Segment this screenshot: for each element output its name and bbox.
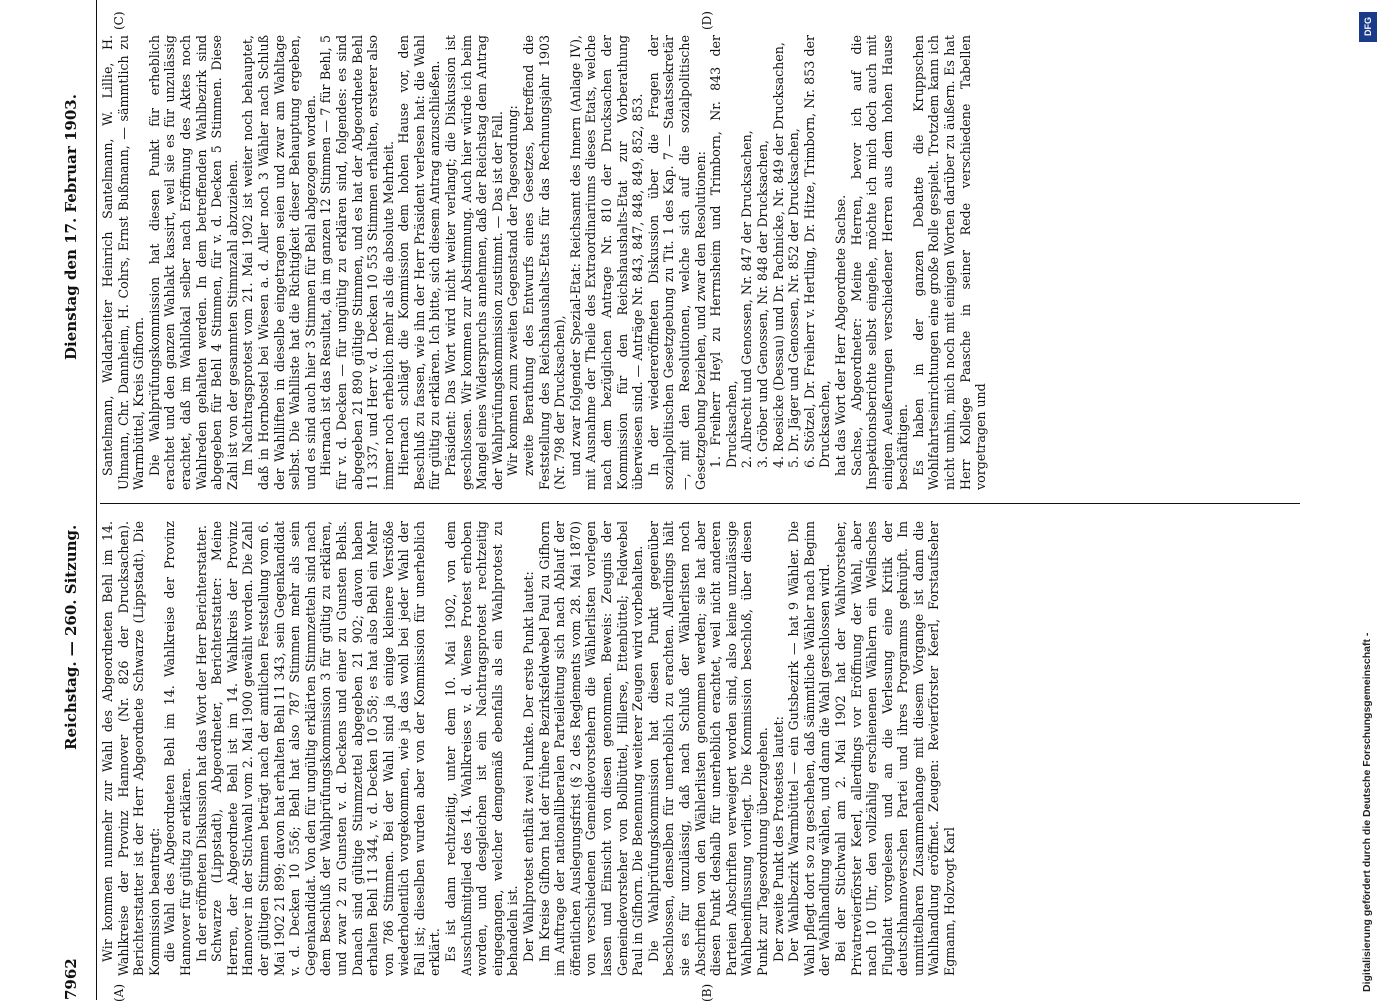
right-column-paragraph: hat das Wort der Herr Abgeordnete Sachse. bbox=[832, 194, 848, 476]
watermark-text: Digitalisierung gefördert durch die Deutsche Forschungsgemeinschaft - bbox=[1361, 632, 1373, 992]
right-column-paragraph: 2. Albrecht und Genossen, Nr. 847 der Drucksachen, bbox=[739, 130, 755, 468]
margin-letter-d: (D) bbox=[700, 11, 714, 30]
right-column-paragraph: Santelmann, Waldarbeiter Heinrich Santelmann, W. Lillie, H. Uhmann, Chr. Dannheim, H. Cohrs, Ernst Bußmann, — sämmtlich zu Warmbüttel, Kreis Gifhorn. bbox=[100, 35, 147, 490]
left-column bbox=[100, 521, 1300, 976]
header-left-title: Reichstag. — 260. Sitzung. bbox=[62, 524, 80, 750]
dfg-watermark bbox=[1356, 8, 1382, 992]
right-column-paragraph: Im Nachtragsprotest vom 21. Mai 1902 ist weiter noch behauptet, daß in Hornbostel bei Wiesen a. d. Aller noch 3 Wähler nach Schluß der Wahlliften in dieselbe eingetragen seien und zwar am Wahltage selbst. Die Wahlliste hat die Richtigkeit dieser Behauptung ergeben, und es sind auch hier 3 Stimmen für Behl abgezogen worden. bbox=[240, 35, 318, 490]
left-column-paragraph: Der Wahlbezirk Warmbüttel — ein Gutsbezirk — hat 9 Wähler. Die Wahl pflegt dort so zu geschehen, daß sämmtliche Wähler nach Beginn der Wahlhandlung wählen, und dann die Wahl geschlossen wird. bbox=[786, 521, 833, 976]
right-column-paragraph: In der wiedereröffneten Diskussion über die Fragen der sozialpolitischen Gesetzgebung zu Tit. 1 des Kap. 7 — Staatssekretär —, mit den Resolutionen, welche sich auf die sozialpolitische Gesetzgebung beziehen, und zwar den Resolutionen: bbox=[645, 35, 708, 490]
right-column-paragraph: 3. Gröber und Genossen, Nr. 848 der Drucksachen, bbox=[754, 139, 770, 468]
left-column-paragraph: Bei der Stichwahl am 2. Mai 1902 hat der Wahlvorsteher, Privatrevierförster Keerl, allerdings vor Eröffnung der Wahl, aber nach 10 Uhr, den vollzählig erschienenen Wählern ein Welfisches Flugblatt vorgelesen und an die Verlesung eine Kritik der deutschhannoverschen Partei und ihres Programms geknüpft. Im unmittelbaren Zusammenhange mit diesem Vorgange ist dann die Wahlhandlung eröffnet. Zeugen: Revierförster Keerl, Forstaufseher Egmann, Holzvogt Karl bbox=[832, 521, 958, 976]
left-column-paragraph: Der Wahlprotest enthält zwei Punkte. Der erste Punkt lautet: bbox=[521, 571, 537, 962]
dfg-logo-icon: DFG bbox=[1359, 12, 1377, 42]
margin-letter-b: (B) bbox=[700, 983, 714, 1002]
right-column-paragraph: 5. Dr. Jäger und Genossen, Nr. 852 der Drucksachen, bbox=[786, 128, 802, 468]
right-column-paragraph: Wir kommen zum zweiten Gegenstand der Tagesordnung: bbox=[505, 105, 521, 476]
left-column-paragraph: In der eröffneten Diskussion hat das Wort der Herr Berichterstatter. bbox=[193, 525, 209, 962]
right-column-paragraph: und zwar folgender Spezial-Etat: Reichsamt des Innern (Anlage IV), mit Ausnahme der Theile des Extraordinariums dieses Etats, welche nach dem bezüglichen Antrage Nr. 810 der Drucksachen der Kommission für den Reichshaushalts-Etat zur Vorberathung überwiesen sind. — Anträge Nr. 843, 847, 848, 849, 852, 853. bbox=[567, 35, 646, 490]
margin-letter-a: (A) bbox=[112, 983, 126, 1002]
column-divider bbox=[100, 503, 1300, 504]
margin-letter-c: (C) bbox=[112, 11, 126, 30]
right-column-paragraph: Hiernach schlägt die Kommission dem hohen Hause vor, den Beschluß zu fassen, wie ihn der Herr Präsident verlesen hat: die Wahl für gültig zu erklären. Ich bitte, sich diesem Antrag anzuschließen. bbox=[396, 35, 443, 490]
right-column bbox=[100, 35, 1300, 490]
left-column-paragraph: Schwarze (Lippstadt), Abgeordneter, Berichterstatter: Meine Herren, der Abgeordnete Behl ist im 14. Wahlkreis der Provinz Hannover in der Stichwahl vom 2. Mai 1900 gewählt worden. Die Zahl der gültigen Stimmen beträgt nach der amtlichen Feststellung vom 6. Mai 1902 21 899; davon hat erhalten Behl 11 343, sein Gegenkandidat v. d. Decken 10 556; Behl hat also 787 Stimmen mehr als sein Gegenkandidat. Von den für ungültig erklärten Stimmzetteln sind nach dem Beschluß der Wahlprüfungskommission 3 für gültig zu erklären, und zwar 2 zu Gunsten v. d. Deckens und einer zu Gunsten Behls. Danach sind gültige Stimmzettel abgegeben 21 902; davon haben erhalten Behl 11 344, v. d. Decken 10 558; es hat also Behl ein Mehr von 786 Stimmen. Bei der Wahl sind ja einige kleinere Verstöße wiederholentlich vorgekommen, wie ja das wohl bei jeder Wahl der Fall ist; dieselben wurden aber von der Kommission für unerheblich erklärt. bbox=[209, 521, 443, 976]
left-column-paragraph: Wir kommen nunmehr zur Wahl des Abgeordneten Behl im 14. Wahlkreise der Provinz Hannover (Nr. 826 der Drucksachen). Berichterstatter ist der Herr Abgeordnete Schwarze (Lippstadt). Die Kommission beantragt: bbox=[100, 521, 162, 976]
right-column-paragraph: Sachse, Abgeordneter: Meine Herren, bevor ich auf die Inspektionsberichte selbst eingehe, möchte ich mich doch auch mit einigen Aeußerungen verschiedener Herren aus dem hohen Hause beschäftigen. bbox=[848, 35, 911, 490]
right-column-paragraph: 6. Stötzel, Dr. Freiherr v. Hertling, Dr. Hitze, Trimborn, Nr. 853 der Drucksachen, bbox=[801, 35, 833, 468]
left-column-paragraph: die Wahl des Abgeordneten Behl im 14. Wahlkreise der Provinz Hannover für gültig zu erklären. bbox=[162, 521, 193, 976]
right-column-paragraph: Hiernach ist das Resultat, da im ganzen 12 Stimmen — 7 für Behl, 5 für v. d. Decken — für ungültig zu erklären sind, folgendes: es sind abgegeben 21 890 gültige Stimmen, und es hat der Abgeordnete Behl 11 337, und Herr v. d. Decken 10 553 Stimmen erhalten, ersterer also immer noch erheblich mehr als die absolute Mehrheit. bbox=[318, 35, 396, 490]
left-column-paragraph: Der zweite Punkt des Protestes lautet: bbox=[770, 716, 786, 962]
right-column-paragraph: Die Wahlprüfungskommission hat diesen Punkt für erheblich erachtet und den ganzen Wahlakt kassirt, weil sie es für unzulässig erachtet, daß im Wahllokal selber nach Eröffnung des Aktes noch Wahlreden gehalten werden. In dem betreffenden Wahlbezirk sind abgegeben für Behl 4 Stimmen, für v. d. Decken 5 Stimmen. Diese Zahl ist von der gesammten Stimmzahl abzuziehen. bbox=[146, 35, 240, 490]
right-column-paragraph: Präsident: Das Wort wird nicht weiter verlangt; die Diskussion ist geschlossen. Wir kommen zur Abstimmung. Auch hier würde ich beim Mangel eines Widerspruchs annehmen, daß der Reichstag dem Antrag der Wahlprüfungskommission zustimmt. — Das ist der Fall. bbox=[443, 35, 505, 490]
page-number: 7962 bbox=[62, 958, 80, 1000]
left-column-paragraph: Im Kreise Gifhorn hat der frühere Bezirksfeldwebel Paul zu Gifhorn im Auftrage der nationalliberalen Parteileitung sich nach Ablauf der öffentlichen Auslegungsfrist (§ 2 des Reglements vom 28. Mai 1870) von verschiedenen Gemeindevorstehern die Wählerlisten vorlegen lassen und Einsicht von diesen genommen. Beweis: Zeugnis der Gemeindevorsteher von Bollbüttel, Hillerse, Ettenbüttel; Feldwebel Paul in Gifhorn. Die Benennung weiterer Zeugen wird vorbehalten. bbox=[536, 521, 646, 976]
page-header bbox=[62, 0, 86, 1000]
right-column-paragraph: 4. Roesicke (Dessau) und Dr. Pachnicke, Nr. 849 der Drucksachen, bbox=[770, 42, 786, 468]
left-column-paragraph: Es ist dann rechtzeitig, unter dem 10. Mai 1902, von dem Ausschußmitglied des 14. Wahlkreises v. d. Wense Protest erhoben worden, und desgleichen ist ein Nachtragsprotest rechtzeitig eingegangen, welcher demgemäß ebenfalls als ein Wahlprotest zu behandeln ist. bbox=[443, 521, 521, 976]
right-column-paragraph: 1. Freiherr Heyl zu Herrnsheim und Trimborn, Nr. 843 der Drucksachen, bbox=[708, 35, 739, 468]
header-right-title: Dienstag den 17. Februar 1903. bbox=[62, 94, 80, 360]
right-column-paragraph: zweite Berathung des Entwurfs eines Gesetzes, betreffend die Feststellung des Reichshaushalts-Etats für das Rechnungsjahr 1903 (Nr. 798 der Drucksachen), bbox=[521, 35, 568, 490]
right-column-paragraph: Es haben in der ganzen Debatte die Kruppschen Wohlfahrtseinrichtungen eine große Rolle gespielt. Trotzdem kann ich nicht umhin, mich noch mit einigen Worten darüber zu äußern. Es hat Herr Kollege Paasche in seiner Rede verschiedene Tabellen vorgetragen und bbox=[910, 35, 989, 490]
header-rule bbox=[96, 0, 97, 1000]
left-column-paragraph: Die Wahlprüfungskommission hat diesen Punkt gegenüber beschlossen, denselben für unerheblich zu erachten. Allerdings hält sie es für unzulässig, daß nach Schluß der Wählerlisten noch Abschriften von den Wählerlisten genommen werden; sie hat aber diesen Punkt deshalb für unerheblich erachtet, weil nicht anderen Parteien Abschriften verweigert worden sind, also keine unzulässige Wahlbeeinflussung vorliegt. Die Kommission beschloß, über diesen Punkt zur Tagesordnung überzugehen. bbox=[645, 521, 770, 976]
